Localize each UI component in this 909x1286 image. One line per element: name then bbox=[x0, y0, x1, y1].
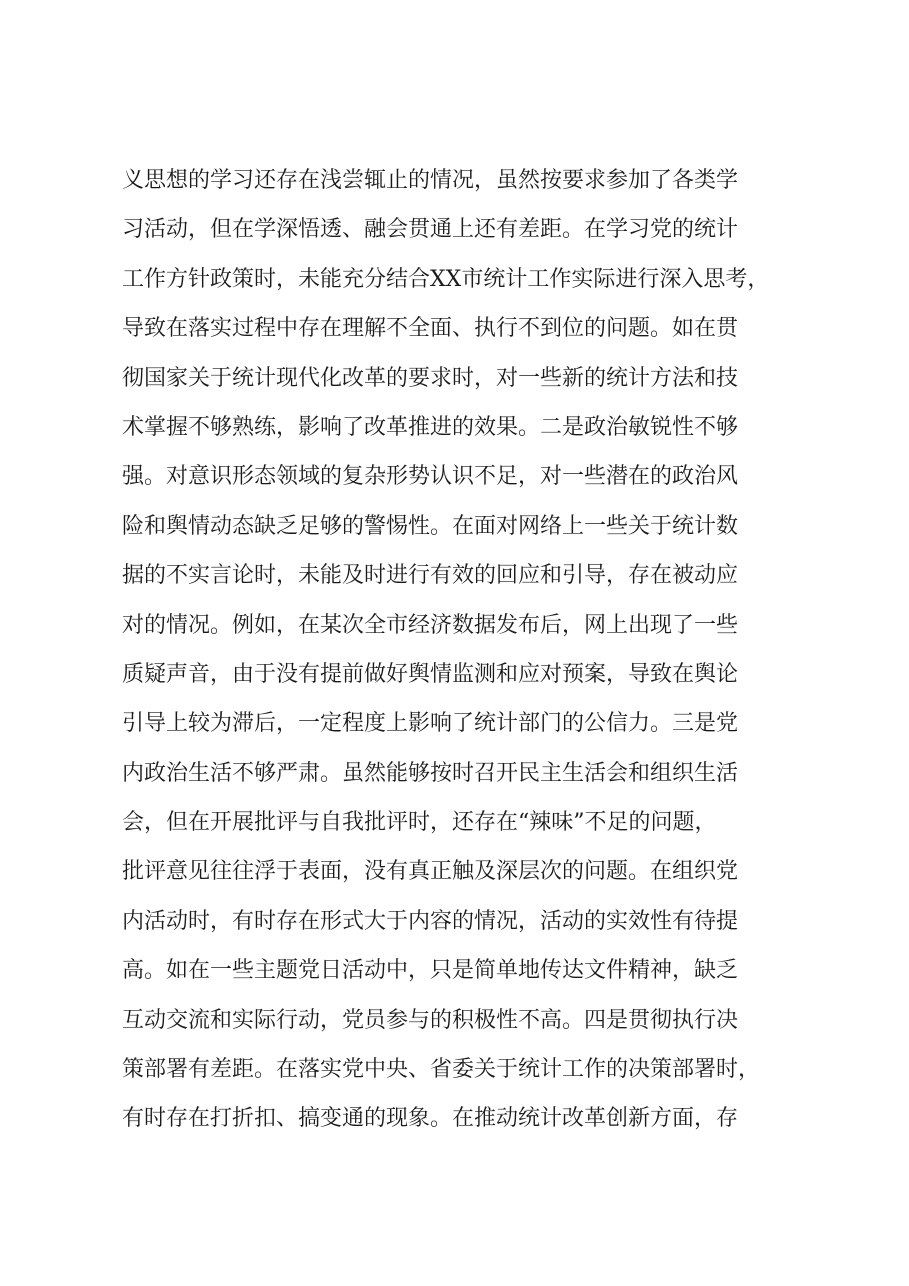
text-line: 有时存在打折扣、搞变通的现象。在推动统计改革创新方面，存 bbox=[122, 1106, 739, 1132]
text-line: 彻国家关于统计现代化改革的要求时，对一些新的统计方法和技 bbox=[122, 365, 739, 391]
text-line: 险和舆情动态缺乏足够的警惕性。在面对网络上一些关于统计数 bbox=[122, 513, 739, 539]
text-line: 策部署有差距。在落实党中央、省委关于统计工作的决策部署时， bbox=[122, 1057, 761, 1083]
text-line: 高。如在一些主题党日活动中，只是简单地传达文件精神，缺乏 bbox=[122, 958, 739, 984]
text-line: 批评意见往往浮于表面，没有真正触及深层次的问题。在组织党 bbox=[122, 859, 739, 885]
text-line: 内活动时，有时存在形式大于内容的情况，活动的实效性有待提 bbox=[122, 908, 739, 934]
text-line: 对的情况。例如，在某次全市经济数据发布后，网上出现了一些 bbox=[122, 612, 739, 638]
text-line: 据的不实言论时，未能及时进行有效的回应和引导，存在被动应 bbox=[122, 563, 739, 589]
body-text bbox=[122, 156, 812, 1144]
text-line: 导致在落实过程中存在理解不全面、执行不到位的问题。如在贯 bbox=[122, 316, 739, 342]
text-line: 术掌握不够熟练，影响了改革推进的效果。二是政治敏锐性不够 bbox=[122, 414, 739, 440]
text-line: 质疑声音，由于没有提前做好舆情监测和应对预案，导致在舆论 bbox=[122, 661, 739, 687]
text-line: 习活动，但在学深悟透、融会贯通上还有差距。在学习党的统计 bbox=[122, 217, 739, 243]
text-line: 互动交流和实际行动，党员参与的积极性不高。四是贯彻执行决 bbox=[122, 1007, 739, 1033]
text-line: 引导上较为滞后，一定程度上影响了统计部门的公信力。三是党 bbox=[122, 711, 739, 737]
text-line: 义思想的学习还存在浅尝辄止的情况，虽然按要求参加了各类学 bbox=[122, 168, 739, 193]
text-line: 强。对意识形态领域的复杂形势认识不足，对一些潜在的政治风 bbox=[122, 464, 739, 490]
text-line: 工作方针政策时，未能充分结合XX市统计工作实际进行深入思考， bbox=[122, 266, 770, 292]
text-line: 会，但在开展批评与自我批评时，还存在“辣味”不足的问题， bbox=[122, 810, 717, 836]
text-line: 内政治生活不够严肃。虽然能够按时召开民主生活会和组织生活 bbox=[122, 760, 739, 786]
